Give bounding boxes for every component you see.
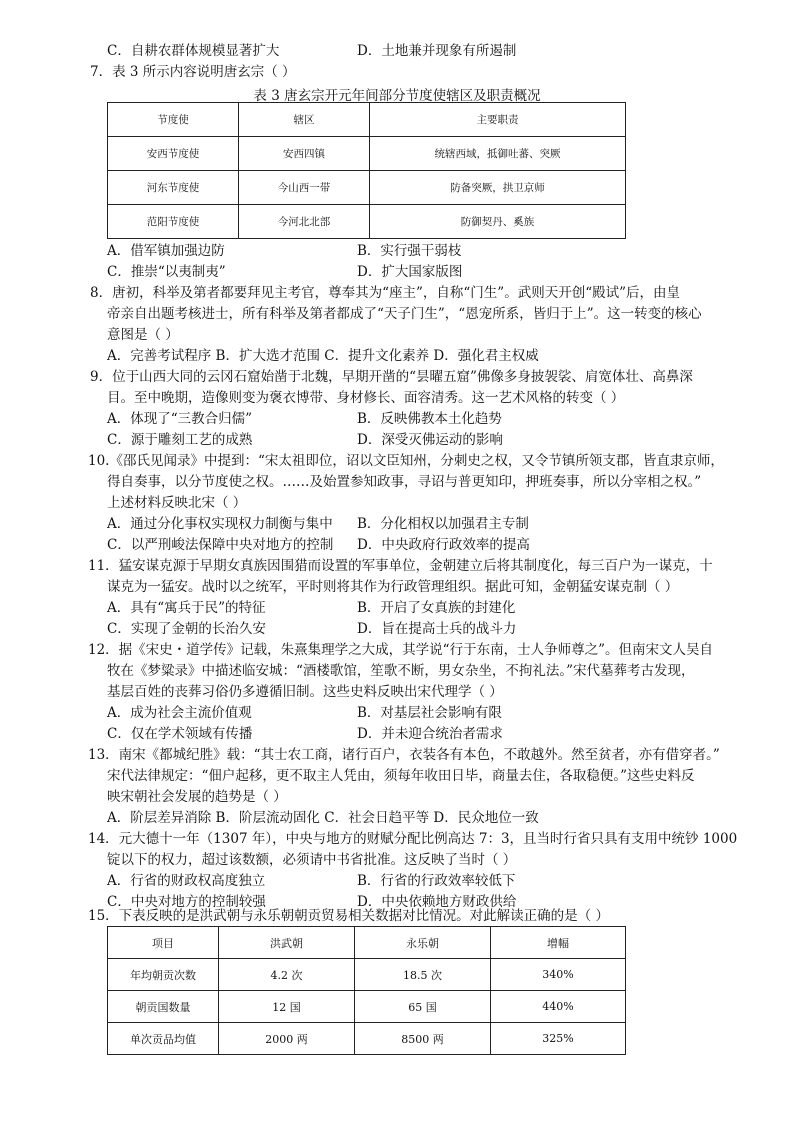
q12-option-c: C．仅在学术领域有传播 [107,726,253,742]
question-8-line-2: 帝亲自出题考核进士，所有科举及第者都成了“天子门生”，“恩宠所系，皆归于上”。这一转变的核心 [107,306,702,322]
question-8-line-3: 意图是（ ） [107,327,179,343]
table-header-cell: 增幅 [491,927,626,959]
table-3 [107,102,626,239]
question-9-line-1: 9．位于山西大同的云冈石窟始凿于北魏，早期开凿的“昙曜五窟”佛像多身披袈裟、肩宽体壮、高鼻深 [90,369,693,385]
q12-option-b: B．对基层社会影响有限 [357,705,502,721]
table-cell: 年均朝贡次数 [108,959,219,991]
q7-option-c: C．推崇“以夷制夷” [107,264,226,280]
q9-option-a: A．体现了“三教合归儒” [107,411,253,427]
question-12-line-3: 基层百姓的丧葬习俗仍多遵循旧制。这些史料反映出宋代理学（ ） [107,684,503,700]
table-row [108,959,626,991]
q14-option-d: D．中央依赖地方财政供给 [357,894,517,910]
table-cell: 65 国 [355,991,491,1023]
question-15: 15．下表反映的是洪武朝与永乐朝朝贡贸易相关数据对比情况。对此解读正确的是（ ） [88,908,609,924]
q6-option-d: D．土地兼并现象有所遏制 [357,43,517,59]
question-7: 7．表 3 所示内容说明唐玄宗（ ） [90,64,296,80]
table-cell: 河东节度使 [108,171,239,205]
table-header-cell: 主要职责 [370,103,626,137]
table-cell: 8500 两 [355,1023,491,1055]
question-13-line-1: 13．南宋《都城纪胜》载：“其士农工商，诸行百户，衣装各有本色，不敢越外。然至贫者，亦有借穿者。” [88,747,720,763]
table-row [108,1023,626,1055]
q12-option-a: A．成为社会主流价值观 [107,705,252,721]
question-8-line-1: 8．唐初，科举及第者都要拜见主考官，尊奉其为“座主”，自称“门生”。武则天开创“殿试”后，由皇 [90,285,680,301]
q7-option-a: A．借军镇加强边防 [107,243,225,259]
q11-option-a: A．具有“寓兵于民”的特征 [107,600,266,616]
q12-option-d: D．并未迎合统治者需求 [357,726,503,742]
question-11-line-1: 11．猛安谋克源于早期女真族因围猎而设置的军事单位，金朝建立后将其制度化，每三百户为一谋克，十 [88,558,713,574]
table-cell: 安西四镇 [239,137,370,171]
table-15 [107,926,626,1055]
table-cell: 防御契丹、奚族 [370,205,626,239]
table-row [108,205,626,239]
table-cell: 2000 两 [219,1023,355,1055]
q11-option-c: C．实现了金朝的长治久安 [107,621,266,637]
question-13-line-2: 宋代法律规定：“佃户起移，更不取主人凭由，须每年收田日毕，商量去住，各取稳便。”这些史料反 [107,768,695,784]
q7-option-b: B．实行强干弱枝 [357,243,462,259]
table-cell: 今山西一带 [239,171,370,205]
table-3-caption: 表 3 唐玄宗开元年间部分节度使辖区及职责概况 [253,88,541,104]
table-cell: 440% [491,991,626,1023]
table-header-cell: 洪武朝 [219,927,355,959]
q8-options: A．完善考试程序 B．扩大选才范围 C．提升文化素养 D．强化君主权威 [107,348,539,364]
table-header-cell: 节度使 [108,103,239,137]
q11-option-b: B．开启了女真族的封建化 [357,600,516,616]
table-cell: 防备突厥，拱卫京师 [370,171,626,205]
table-cell: 单次贡品均值 [108,1023,219,1055]
question-14-line-1: 14．元大德十一年（1307 年），中央与地方的财赋分配比例高达 7：3，且当时行省只具有支用中统钞 1000 [88,831,738,847]
table-cell: 范阳节度使 [108,205,239,239]
table-cell: 今河北北部 [239,205,370,239]
table-cell: 统辖西域，抵御吐蕃、突厥 [370,137,626,171]
question-10-line-2: 得自奏事，以分节度使之权。……及始置参知政事，寻诏与普更知印，押班奏事，所以分宰相之权。” [107,474,702,490]
question-10-line-3: 上述材料反映北宋（ ） [107,495,247,511]
question-12-line-1: 12．据《宋史・道学传》记载，朱熹集理学之大成，其学说“行于东南，士人争师尊之”。但南宋文人吴自 [88,642,713,658]
table-header-cell: 项目 [108,927,219,959]
table-row [108,103,626,137]
q9-option-d: D．深受灭佛运动的影响 [357,432,503,448]
question-10-line-1: 10.《邵氏见闻录》中提到：“宋太祖即位，诏以文臣知州，分刺史之权，又令节镇所领支郡，皆直隶京师， [88,453,724,469]
q7-option-d: D．扩大国家版图 [357,264,463,280]
q14-option-c: C．中央对地方的控制较强 [107,894,266,910]
q10-option-b: B．分化相权以加强君主专制 [357,516,529,532]
question-9-line-2: 目。至中晚期，造像则变为褒衣博带、身材修长、面容清秀。这一艺术风格的转变（ ） [107,390,625,406]
table-cell: 朝贡国数量 [108,991,219,1023]
q10-option-d: D．中央政府行政效率的提高 [357,537,530,553]
q6-option-c: C．自耕农群体规模显著扩大 [107,43,280,59]
q10-option-a: A．通过分化事权实现权力制衡与集中 [107,516,333,532]
q13-options: A．阶层差异消除 B．阶层流动固化 C．社会日趋平等 D．民众地位一致 [107,810,539,826]
table-cell: 18.5 次 [355,959,491,991]
table-cell: 340% [491,959,626,991]
q11-option-d: D．旨在提高士兵的战斗力 [357,621,517,637]
table-cell: 12 国 [219,991,355,1023]
table-cell: 4.2 次 [219,959,355,991]
table-header-cell: 辖区 [239,103,370,137]
table-row [108,927,626,959]
table-row [108,171,626,205]
question-13-line-3: 映宋朝社会发展的趋势是（ ） [107,789,287,805]
question-11-line-2: 谋克为一猛安。战时以之统军，平时则将其作为行政管理组织。据此可知，金朝猛安谋克制（ ） [107,579,679,595]
q10-option-c: C．以严刑峻法保障中央对地方的控制 [107,537,334,553]
table-cell: 安西节度使 [108,137,239,171]
q9-option-b: B．反映佛教本土化趋势 [357,411,502,427]
question-14-line-2: 锭以下的权力，超过该数额，必须请中书省批准。这反映了当时（ ） [107,852,517,868]
table-row [108,991,626,1023]
q14-option-a: A．行省的财政权高度独立 [107,873,266,889]
table-cell: 325% [491,1023,626,1055]
question-12-line-2: 牧在《梦粱录》中描述临安城：“酒楼歌馆，笙歌不断，男女杂坐，不拘礼法。”宋代墓葬考古发现， [107,663,695,679]
q14-option-b: B．行省的行政效率较低下 [357,873,516,889]
q9-option-c: C．源于雕刻工艺的成熟 [107,432,253,448]
table-header-cell: 永乐朝 [355,927,491,959]
table-row [108,137,626,171]
